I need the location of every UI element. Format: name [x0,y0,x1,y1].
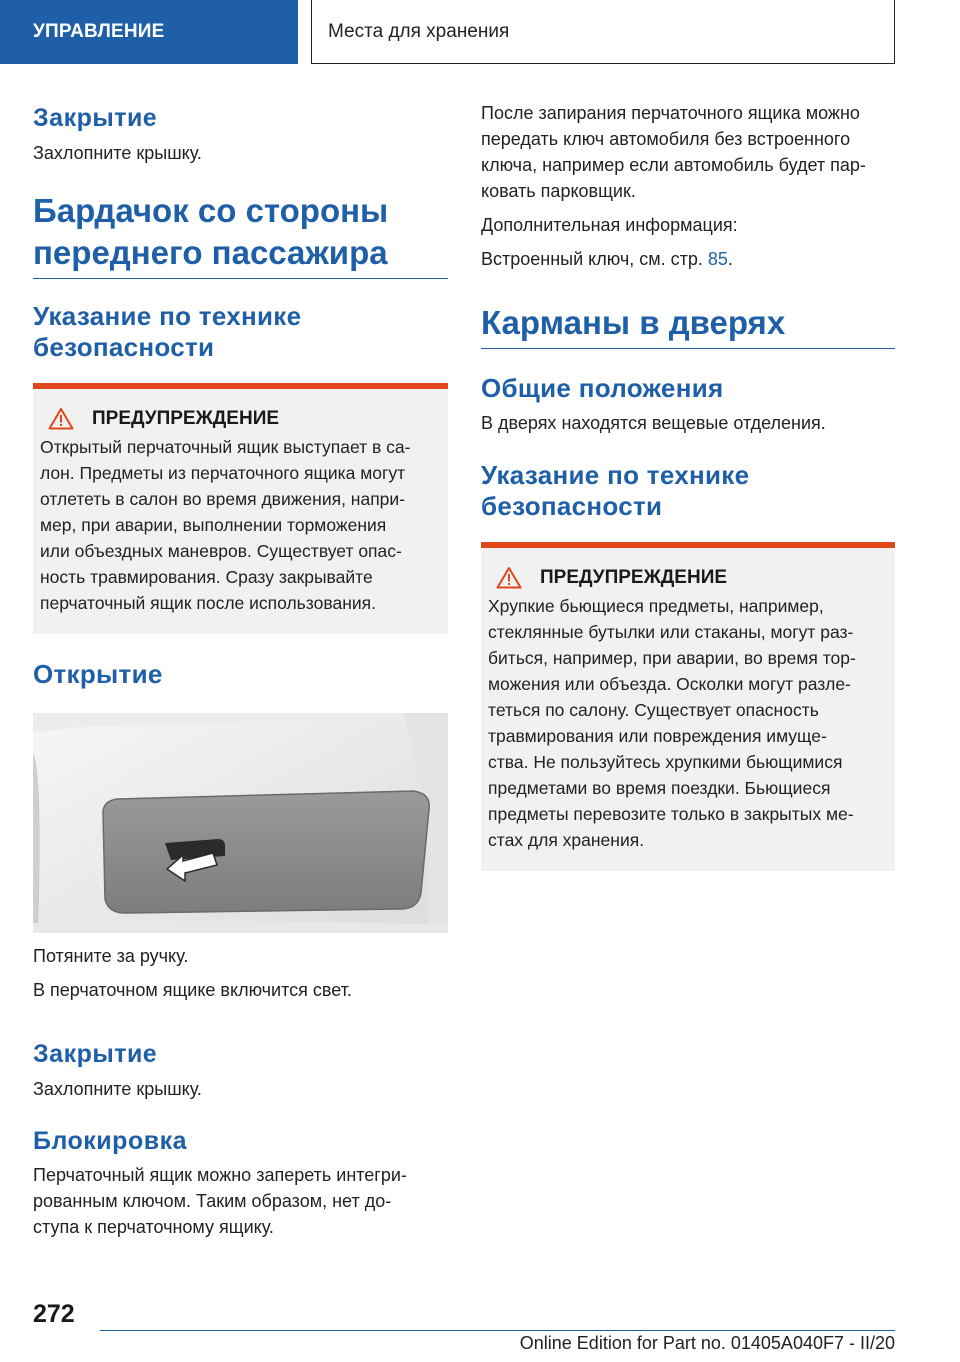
warning-label: ПРЕДУПРЕЖДЕНИЕ [92,407,280,429]
section-label: УПРАВЛЕНИЕ [33,21,165,42]
warning-line: ность травмирования. Сразу закрывайте [40,567,373,587]
intro-line: ковать парковщик. [481,181,636,201]
warning-line: стах для хранения. [488,830,645,850]
intro-line: передать ключ автомобиля без встроенного [481,129,851,149]
opening-step2: В перчаточном ящике включится свет. [33,980,352,1000]
edition-note: Online Edition for Part no. 01405A040F7 - II/20 [519,1333,895,1353]
warning-box [33,383,448,634]
warning-line: травмирования или повреждения имуще- [488,726,827,746]
intro-line: После запирания перчаточного ящика можно [481,103,860,123]
warning-line: отлететь в салон во время движения, напри- [40,489,406,509]
glovebox-photo [33,713,448,933]
chapter-header [311,0,895,64]
footer-rule [100,1330,895,1331]
glovebox-heading-block [33,190,448,279]
key-reference-text: Встроенный ключ, см. стр. [481,249,708,269]
lock-line: Перчаточный ящик можно запереть интегри- [33,1165,407,1185]
safety-heading [33,301,448,363]
safety-heading-line1: Указание по технике [481,460,750,490]
more-info-label: Дополнительная информация: [481,215,738,235]
key-reference [481,246,895,272]
warning-line: Хрупкие бьющиеся предметы, например, [488,596,824,616]
warning-line: ства. Не пользуйтесь хрупкими бьющимися [488,752,843,772]
warning-triangle-icon [496,566,522,589]
lock-line: рованным ключом. Таким образом, нет до- [33,1191,392,1211]
left-column [33,100,448,1240]
warning-line: перчаточный ящик после использования. [40,593,376,613]
closing2-heading: Закрытие [33,1040,158,1068]
right-column [481,100,895,871]
warning-line: можения или объезда. Осколки могут разле- [488,674,851,694]
warning-line: Открытый перчаточный ящик выступает в са- [40,437,411,457]
warning-header [488,566,887,589]
warning-header [40,407,440,430]
section-tab[interactable] [0,0,298,64]
closing2-text: Захлопните крышку. [33,1079,202,1099]
general-text: В дверях находятся вещевые отделения. [481,413,826,433]
page-85-link[interactable]: 85 [707,249,728,269]
warning-box-right [481,542,895,871]
pockets-heading: Карманы в дверях [481,304,786,341]
warning-line: мер, при аварии, выполнении торможения [40,515,387,535]
chapter-label: Места для хранения [328,20,510,42]
safety-heading-right [481,460,895,522]
closing-heading: Закрытие [33,104,158,132]
warning-line: биться, например, при аварии, во время тор- [488,648,856,668]
opening-step1: Потяните за ручку. [33,946,189,966]
warning-line: предметами во время поездки. Бьющиеся [488,778,831,798]
general-heading: Общие положения [481,373,724,403]
opening-heading: Открытие [33,659,163,689]
warning-line: или объездных маневров. Существует опас- [40,541,402,561]
pockets-heading-block [481,302,895,349]
safety-heading-line2: безопасности [33,332,215,362]
warning-line: лон. Предметы из перчаточного ящика могут [40,463,406,483]
page-number: 272 [33,1300,75,1328]
warning-line: предметы перевозите только в закрытых ме- [488,804,854,824]
lock-line: ступа к перчаточному ящику. [33,1217,274,1237]
safety-heading-line1: Указание по технике [33,301,302,331]
safety-heading-line2: безопасности [481,491,663,521]
glovebox-heading-line1: Бардачок со стороны [33,192,389,229]
lock-heading: Блокировка [33,1127,187,1155]
intro-line: ключа, например если автомобиль будет пар- [481,155,866,175]
glovebox-heading-line2: переднего пассажира [33,234,388,271]
closing-text: Захлопните крышку. [33,143,202,163]
warning-line: стеклянные бутылки или стаканы, могут раз- [488,622,854,642]
warning-label: ПРЕДУПРЕЖДЕНИЕ [540,566,728,588]
key-reference-end: . [727,249,733,269]
warning-line: теться по салону. Существует опасность [488,700,819,720]
warning-triangle-icon [48,407,74,430]
